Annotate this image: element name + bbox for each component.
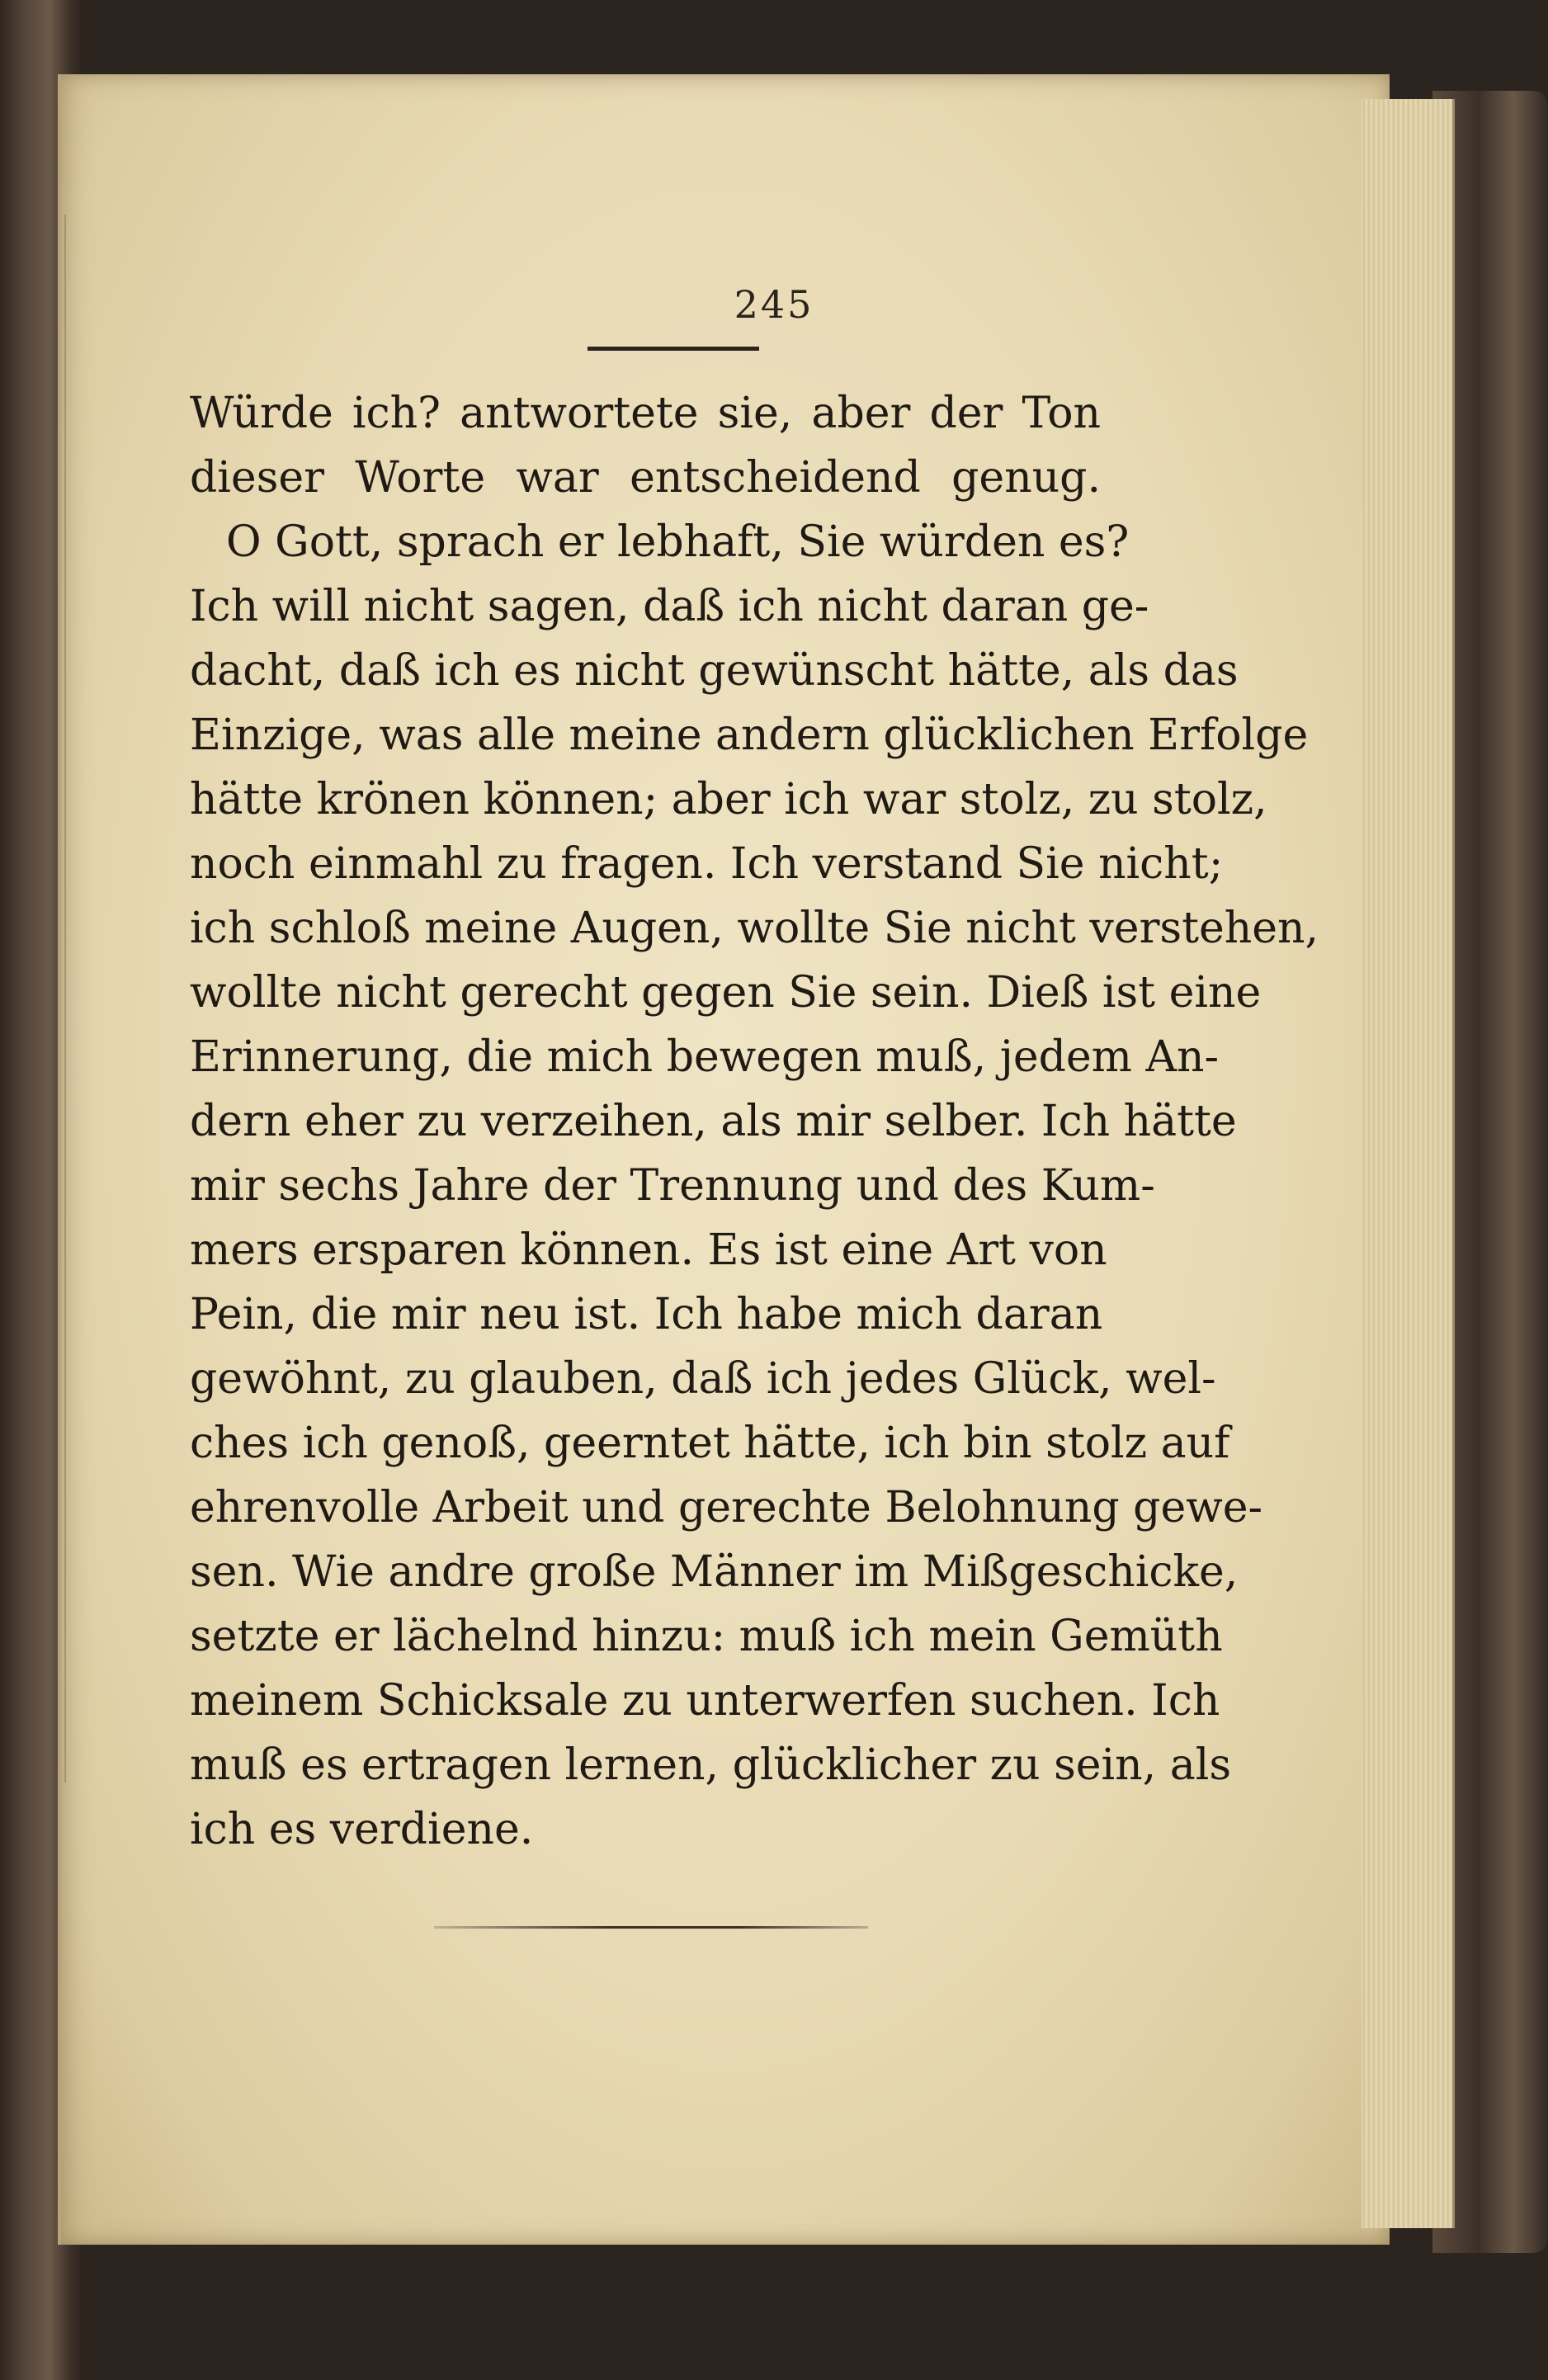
text-line: wollte nicht gerecht gegen Sie sein. Dieß ist eine [190, 968, 1262, 1018]
text-line: O Gott, sprach er lebhaft, Sie würden es? [226, 517, 1130, 567]
text-line: Einzige, was alle meine andern glücklichen Erfolge [190, 711, 1309, 760]
page-stack-edge [1362, 99, 1455, 2228]
text-line: meinem Schicksale zu unterwerfen suchen. Ich [190, 1676, 1220, 1726]
text-line: ich es verdiene. [190, 1805, 534, 1854]
text-line: gewöhnt, zu glauben, daß ich jedes Glück, wel- [190, 1354, 1216, 1404]
text-line: dieser Worte war entscheidend genug. [190, 453, 1101, 503]
text-line: dern eher zu verzeihen, als mir selber. Ich hätte [190, 1097, 1237, 1146]
text-line: muß es ertragen lernen, glücklicher zu sein, als [190, 1740, 1232, 1790]
text-line: Erinnerung, die mich bewegen muß, jedem An- [190, 1032, 1220, 1082]
text-line: sen. Wie andre große Männer im Mißgeschicke, [190, 1547, 1239, 1597]
text-line: Ich will nicht sagen, daß ich nicht daran ge- [190, 582, 1149, 631]
text-line: ches ich genoß, geerntet hätte, ich bin stolz auf [190, 1419, 1230, 1468]
text-line: Pein, die mir neu ist. Ich habe mich daran [190, 1290, 1103, 1339]
body-text [190, 381, 1319, 1862]
text-line: mers ersparen können. Es ist eine Art von [190, 1225, 1107, 1275]
text-line: Würde ich? antwortete sie, aber der Ton [190, 389, 1101, 438]
text-line: noch einmahl zu fragen. Ich verstand Sie nicht; [190, 839, 1224, 889]
text-line: ich schloß meine Augen, wollte Sie nicht verstehen, [190, 904, 1319, 953]
text-line: mir sechs Jahre der Trennung und des Kum- [190, 1161, 1155, 1211]
header-rule [588, 347, 759, 351]
text-line: ehrenvolle Arbeit und gerechte Belohnung gewe- [190, 1483, 1263, 1532]
text-line: hätte krönen können; aber ich war stolz, zu stolz, [190, 775, 1267, 824]
page-number: 245 [734, 282, 814, 327]
gutter-shadow [64, 215, 66, 1783]
text-line: dacht, daß ich es nicht gewünscht hätte, als das [190, 646, 1239, 696]
text-line: setzte er lächelnd hinzu: muß ich mein Gemüth [190, 1612, 1223, 1661]
end-rule [434, 1926, 868, 1929]
